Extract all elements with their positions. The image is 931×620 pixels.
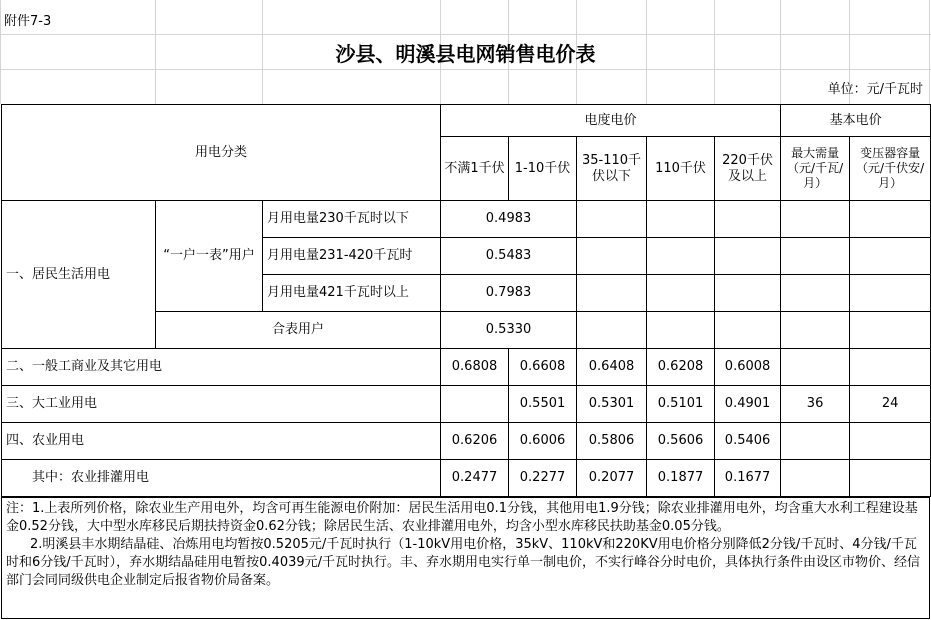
price-cell: 0.5501 [509, 386, 577, 423]
voltage-col-header: 35-110千伏以下 [577, 137, 647, 201]
price-cell: 0.5406 [715, 423, 781, 460]
table-row [2, 201, 931, 238]
max-demand-header: 最大需量（元/千瓦/月） [781, 137, 850, 201]
unit-label: 单位：元/千瓦时 [827, 82, 923, 97]
price-cell: 0.4901 [715, 386, 781, 423]
notes-block [1, 497, 930, 619]
max-demand-cell: 36 [781, 386, 850, 423]
price-cell: 0.5101 [647, 386, 715, 423]
price-cell: 0.2277 [509, 460, 577, 497]
page-title: 沙县、明溪县电网销售电价表 [335, 42, 596, 66]
price-cell: 0.6208 [647, 349, 715, 386]
row-label-shared: 合表用户 [156, 312, 441, 349]
price-table [1, 104, 931, 497]
transformer-header: 变压器容量（元/千伏安/月） [850, 137, 931, 201]
table-row [2, 460, 931, 497]
row-label-one-meter: “一户一表”用户 [156, 201, 263, 312]
tier-label: 月用电量231-420千瓦时 [263, 238, 441, 275]
note-1: 注：1.上表所列价格，除农业生产用电外，均含可再生能源电价附加：居民生活用电0.1分钱，其他用电1.9分钱；除农业排灌用电外，均含重大水利工程建设基金0.52分钱，大中型水库移民后期扶持资金0.62分钱；除居民生活、农业排灌用电外，均含小型水库移民扶助基金0.05分钱。 [6, 501, 918, 534]
voltage-col-header: 不满1千伏 [441, 137, 509, 201]
tier-label: 月用电量421千瓦时以上 [263, 275, 441, 312]
price-cell: 0.6808 [441, 349, 509, 386]
row-label-agri: 四、农业用电 [2, 423, 441, 460]
price-cell: 0.2477 [441, 460, 509, 497]
price-cell: 0.6206 [441, 423, 509, 460]
basic-price-header: 基本电价 [781, 105, 931, 137]
price-cell: 0.7983 [441, 275, 577, 312]
voltage-col-header: 1-10千伏 [509, 137, 577, 201]
voltage-col-header: 110千伏 [647, 137, 715, 201]
energy-price-header: 电度电价 [441, 105, 781, 137]
price-cell: 0.1677 [715, 460, 781, 497]
header-row [2, 105, 931, 137]
gridline [0, 69, 931, 70]
table-row [2, 349, 931, 386]
price-cell: 0.6608 [509, 349, 577, 386]
voltage-col-header: 220千伏及以上 [715, 137, 781, 201]
attachment-label: 附件7-3 [4, 14, 52, 29]
row-label-industry: 三、大工业用电 [2, 386, 441, 423]
price-cell: 0.5606 [647, 423, 715, 460]
price-cell: 0.5301 [577, 386, 647, 423]
price-cell: 0.2077 [577, 460, 647, 497]
price-cell: 0.4983 [441, 201, 577, 238]
price-cell: 0.6006 [509, 423, 577, 460]
row-label-residential: 一、居民生活用电 [2, 201, 156, 349]
price-cell: 0.5483 [441, 238, 577, 275]
price-cell: 0.1877 [647, 460, 715, 497]
category-header: 用电分类 [2, 105, 441, 201]
row-label-general: 二、一般工商业及其它用电 [2, 349, 441, 386]
note-2: 2.明溪县丰水期结晶硅、冶炼用电均暂按0.5205元/千瓦时执行（1-10kV用电价格，35kV、110kV和220KV用电价格分别降低2分钱/千瓦时、4分钱/千瓦时和6分钱/千瓦时），弃水期结晶硅用电暂按0.4039元/千瓦时执行。丰、弃水期用电实行单一制电价，不实行峰谷分时电价，具体执行条件由设区市物价、经信部门会同同级供电企业制定后报省物价局备案。 [6, 537, 921, 588]
price-cell: 0.6008 [715, 349, 781, 386]
table-row [2, 386, 931, 423]
price-cell: 0.6408 [577, 349, 647, 386]
row-label-irrigation: 其中：农业排灌用电 [2, 460, 441, 497]
table-row [2, 423, 931, 460]
transformer-cell: 24 [850, 386, 931, 423]
tier-label: 月用电量230千瓦时以下 [263, 201, 441, 238]
price-cell [441, 386, 509, 423]
gridline [0, 34, 931, 35]
price-cell: 0.5806 [577, 423, 647, 460]
price-cell: 0.5330 [441, 312, 577, 349]
